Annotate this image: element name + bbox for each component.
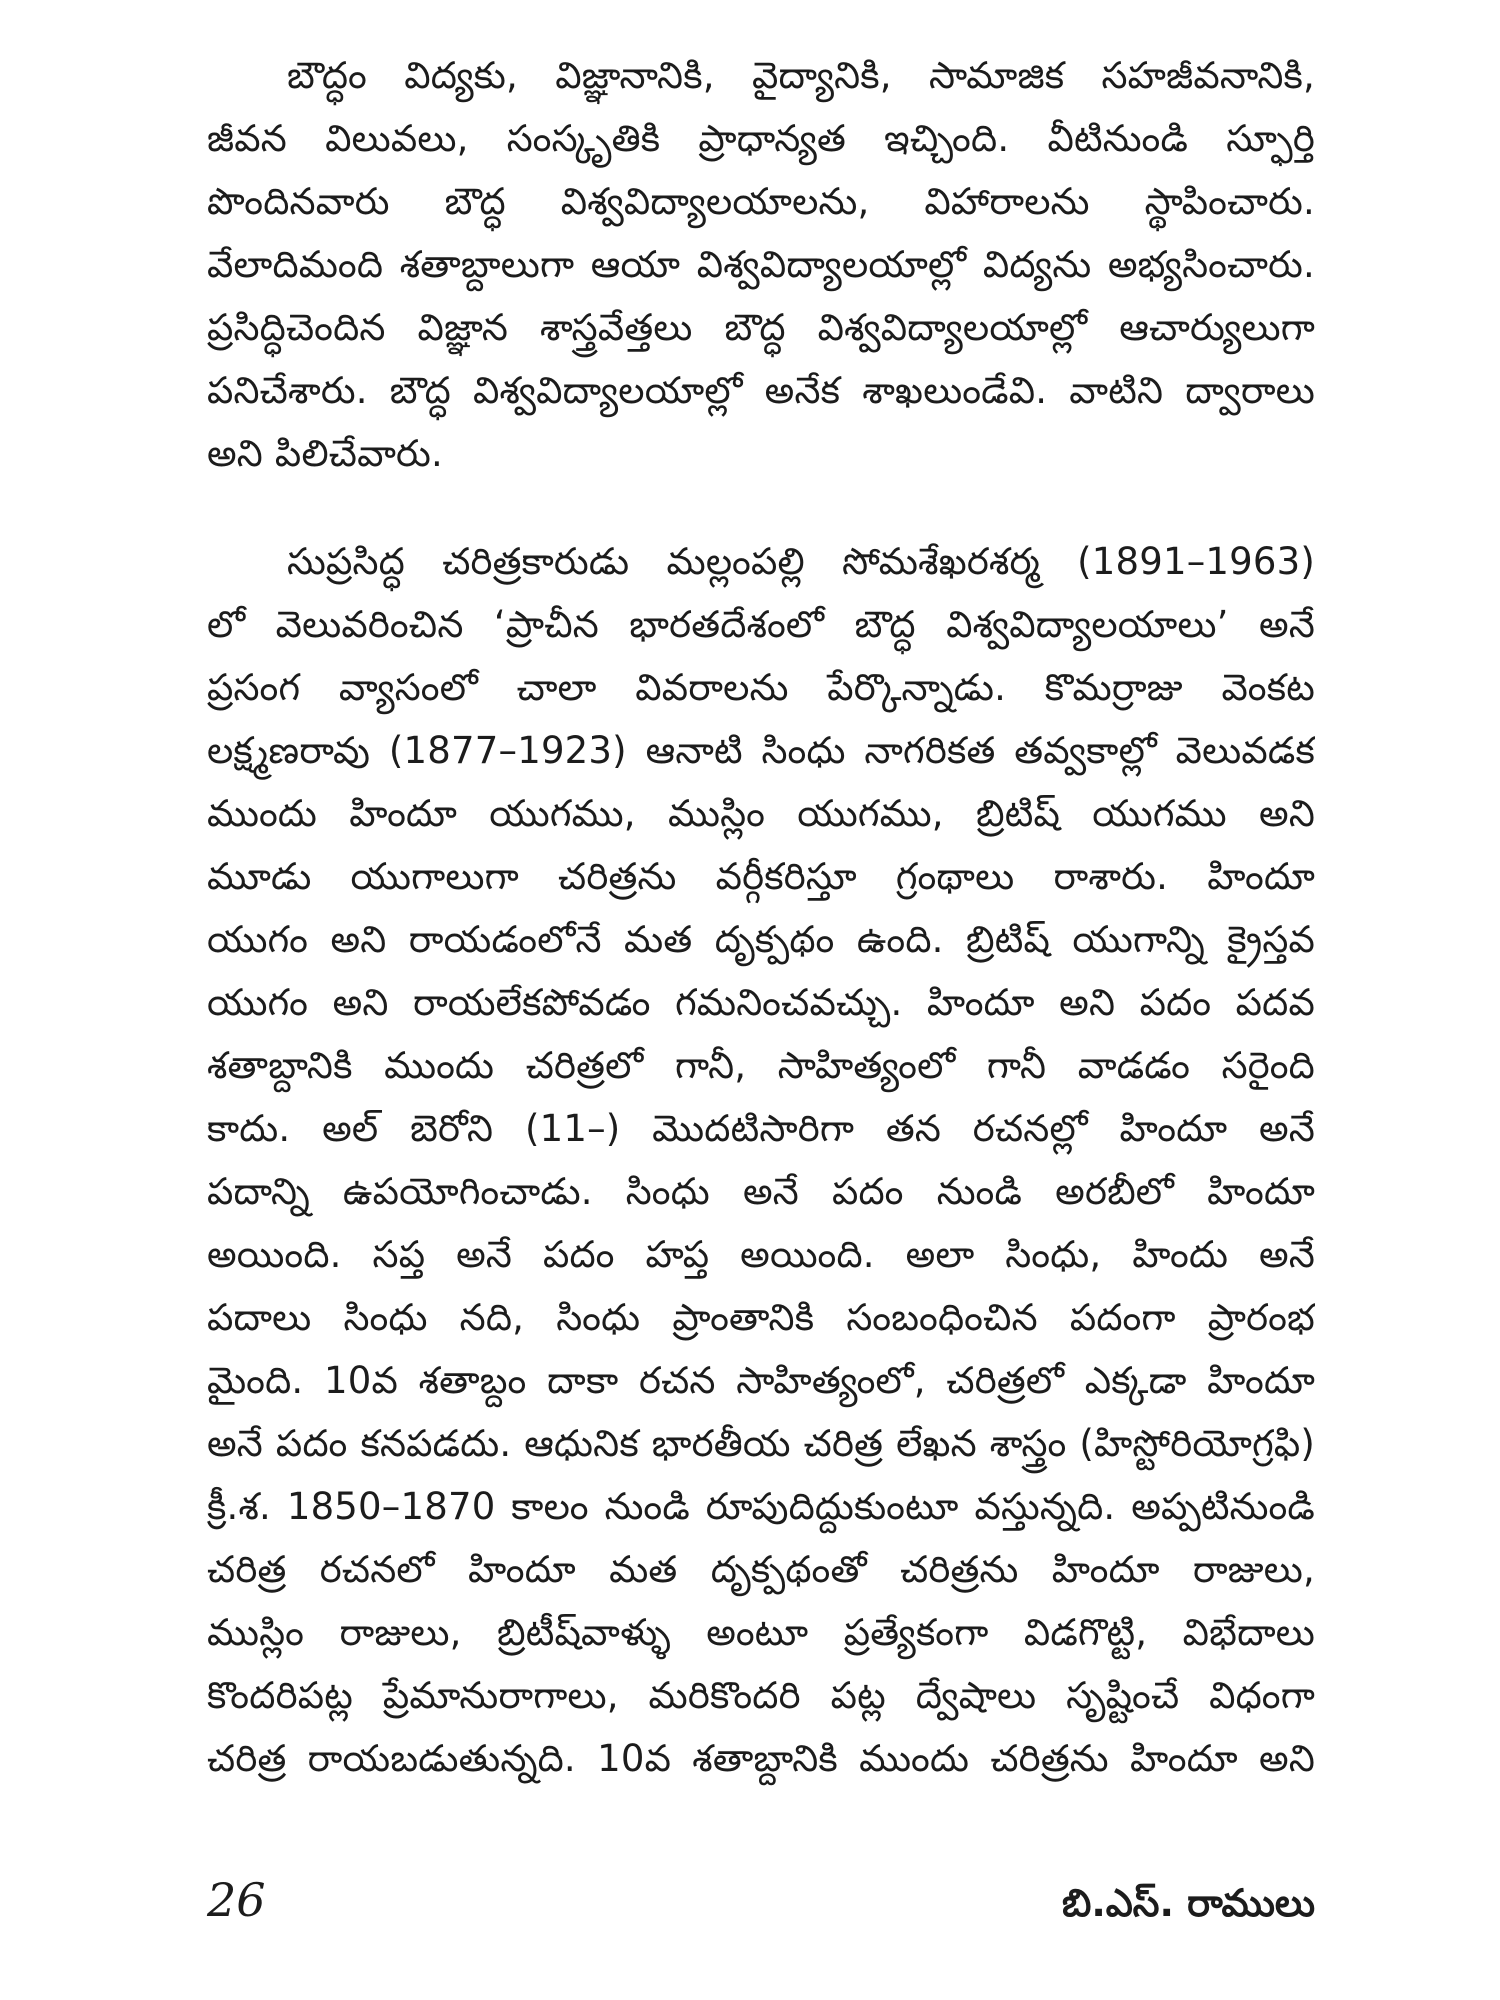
- paragraph-line: జీవన విలువలు, సంస్కృతికి ప్రాధాన్యత ఇచ్చింది. వీటినుండి స్ఫూర్తి: [207, 117, 1315, 160]
- paragraph-2: [207, 530, 1315, 1790]
- paragraph-line: ముస్లిం రాజులు, బ్రిటీష్‌వాళ్ళు అంటూ ప్రత్యేకంగా విడగొట్టి, విభేదాలు: [207, 1611, 1315, 1654]
- paragraph-line: చరిత్ర రాయబడుతున్నది. 10వ శతాబ్దానికి ముందు చరిత్రను హిందూ అని: [207, 1737, 1315, 1780]
- paragraph-line: క్రీ.శ. 1850–1870 కాలం నుండి రూపుదిద్దుకుంటూ వస్తున్నది. అప్పటినుండి: [207, 1485, 1315, 1528]
- paragraph-line: సుప్రసిద్ధ చరిత్రకారుడు మల్లంపల్లి సోమశేఖరశర్మ (1891–1963): [287, 540, 1315, 583]
- paragraph-line: చరిత్ర రచనలో హిందూ మత దృక్పథంతో చరిత్రను హిందూ రాజులు,: [207, 1548, 1315, 1591]
- paragraph-line: అని పిలిచేవారు.: [207, 432, 443, 475]
- paragraph-line: వేలాదిమంది శతాబ్దాలుగా ఆయా విశ్వవిద్యాలయాల్లో విద్యను అభ్యసించారు.: [207, 243, 1315, 286]
- paragraph-line: మూడు యుగాలుగా చరిత్రను వర్గీకరిస్తూ గ్రంథాలు రాశారు. హిందూ: [207, 855, 1315, 898]
- paragraph-1: [207, 44, 1315, 485]
- paragraph-line: పదాలు సింధు నది, సింధు ప్రాంతానికి సంబంధించిన పదంగా ప్రారంభ: [207, 1296, 1315, 1339]
- paragraph-line: కాదు. అల్ బెరోని (11–) మొదటిసారిగా తన రచనల్లో హిందూ అనే: [207, 1107, 1315, 1150]
- paragraph-line: అయింది. సప్త అనే పదం హప్త అయింది. అలా సింధు, హిందు అనే: [207, 1233, 1315, 1276]
- author-name: బి.ఎస్. రాములు: [1062, 1881, 1315, 1925]
- paragraph-line: లో వెలువరించిన ‘ప్రాచీన భారతదేశంలో బౌద్ధ విశ్వవిద్యాలయాలు’ అనే: [207, 603, 1315, 646]
- paragraph-line: కొందరిపట్ల ప్రేమానురాగాలు, మరికొందరి పట్ల ద్వేషాలు సృష్టించే విధంగా: [207, 1674, 1315, 1717]
- page-number: 26: [207, 1873, 266, 1927]
- paragraph-line: పొందినవారు బౌద్ధ విశ్వవిద్యాలయాలను, విహారాలను స్థాపించారు.: [207, 180, 1315, 223]
- paragraph-line: ప్రసంగ వ్యాసంలో చాలా వివరాలను పేర్కొన్నాడు. కొమర్రాజు వెంకట: [207, 666, 1315, 709]
- paragraph-line: ముందు హిందూ యుగము, ముస్లిం యుగము, బ్రిటిష్ యుగము అని: [207, 792, 1315, 835]
- paragraph-line: మైంది. 10వ శతాబ్దం దాకా రచన సాహిత్యంలో, చరిత్రలో ఎక్కడా హిందూ: [207, 1359, 1315, 1402]
- paragraph-line: పదాన్ని ఉపయోగించాడు. సింధు అనే పదం నుండి అరబీలో హిందూ: [207, 1170, 1315, 1213]
- paragraph-line: బౌద్ధం విద్యకు, విజ్ఞానానికి, వైద్యానికి, సామాజిక సహజీవనానికి,: [287, 54, 1315, 97]
- page-footer: [207, 1872, 1315, 1932]
- paragraph-line: యుగం అని రాయడంలోనే మత దృక్పథం ఉంది. బ్రిటిష్ యుగాన్ని క్రైస్తవ: [207, 918, 1315, 961]
- paragraph-line: పనిచేశారు. బౌద్ధ విశ్వవిద్యాలయాల్లో అనేక శాఖలుండేవి. వాటిని ద్వారాలు: [207, 369, 1315, 412]
- paragraph-line: అనే పదం కనపడదు. ఆధునిక భారతీయ చరిత్ర లేఖన శాస్త్రం (హిస్టోరియోగ్రఫి): [207, 1422, 1315, 1465]
- paragraph-line: యుగం అని రాయలేకపోవడం గమనించవచ్చు. హిందూ అని పదం పదవ: [207, 981, 1315, 1024]
- paragraph-line: లక్ష్మణరావు (1877–1923) ఆనాటి సింధు నాగరికత తవ్వకాల్లో వెలువడక: [207, 729, 1315, 772]
- paragraph-line: శతాబ్దానికి ముందు చరిత్రలో గానీ, సాహిత్యంలో గానీ వాడడం సరైంది: [207, 1044, 1315, 1087]
- paragraph-line: ప్రసిద్ధిచెందిన విజ్ఞాన శాస్త్రవేత్తలు బౌద్ధ విశ్వవిద్యాలయాల్లో ఆచార్యులుగా: [207, 306, 1315, 349]
